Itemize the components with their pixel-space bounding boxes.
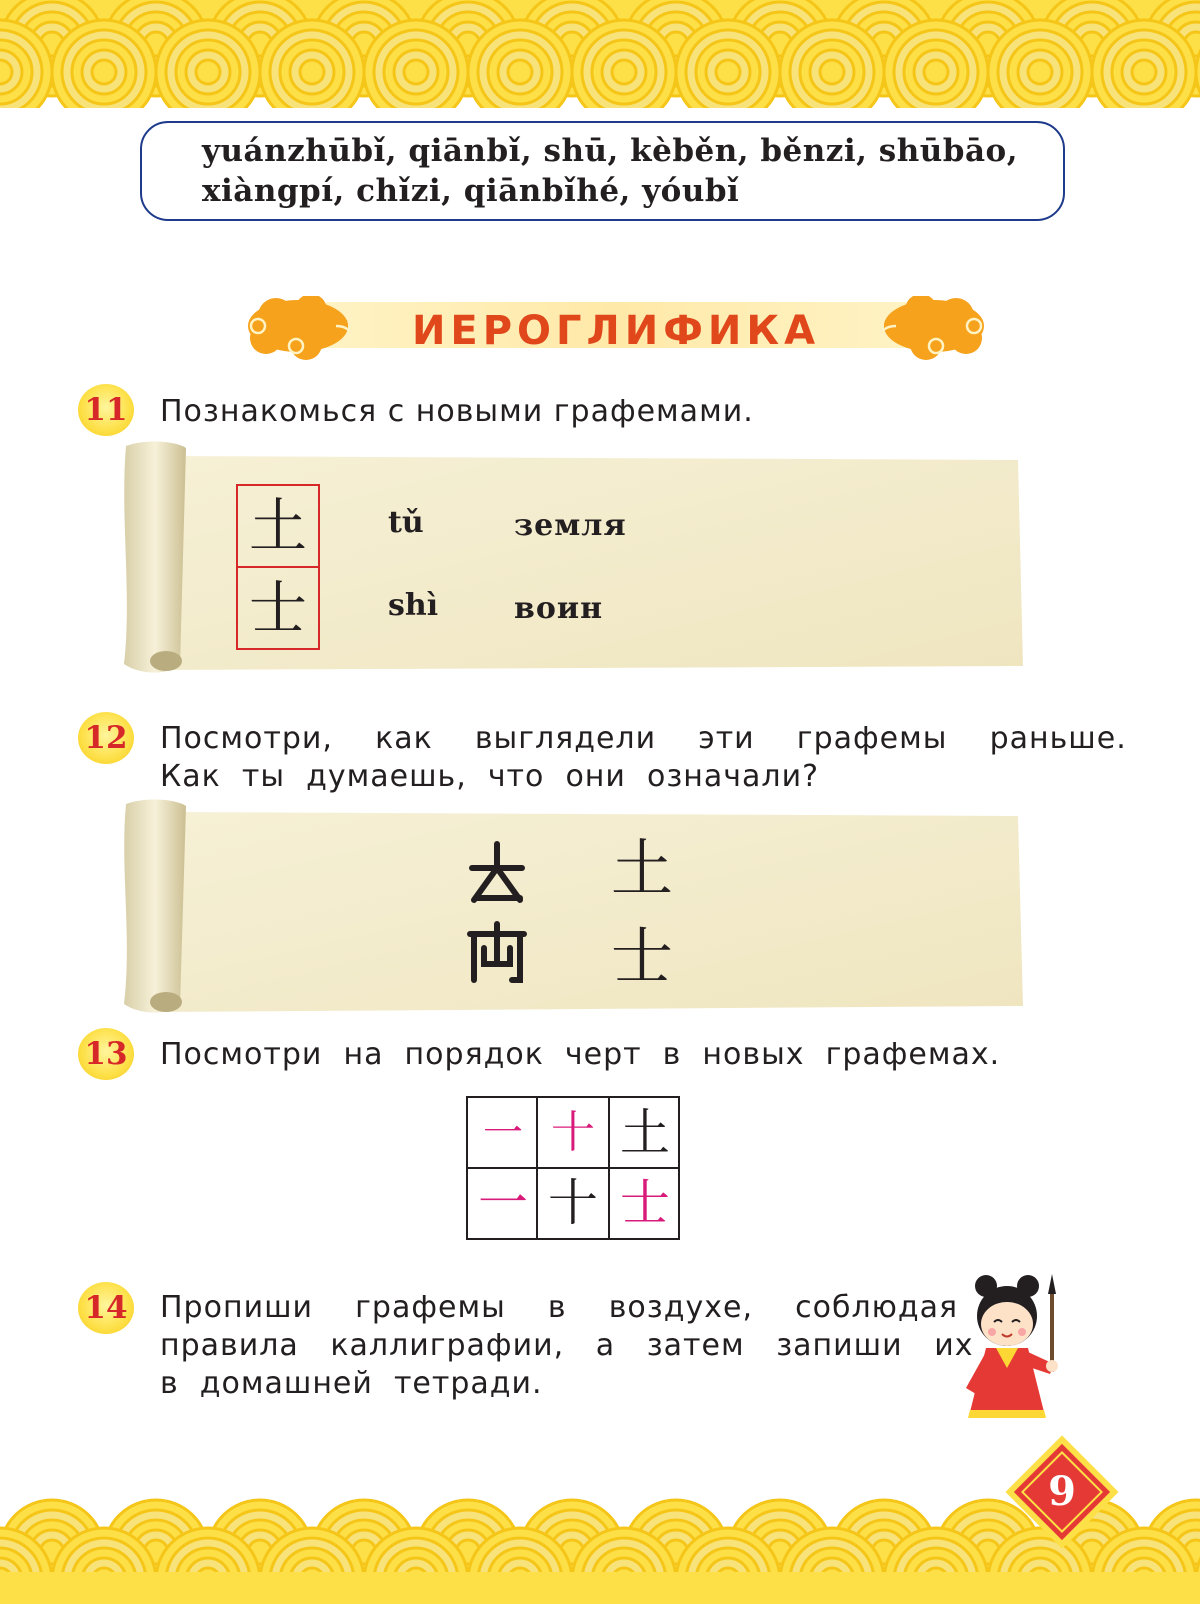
task-14-line-1: Пропиши графемы в воздухе, соблюдая [160, 1290, 959, 1325]
task-14-line-2: правила каллиграфии, а затем запиши их [160, 1328, 974, 1363]
pinyin-line-1: yuánzhūbǐ, qiānbǐ, shū, kèběn, běnzi, shūbāo, [202, 133, 1019, 169]
section-title: ИЕРОГЛИФИКА [411, 308, 821, 354]
pinyin-word-box [140, 121, 1065, 221]
pinyin-shi: shì [388, 588, 439, 623]
wave-scallop [0, 60, 12, 84]
wave-scallop [300, 60, 324, 84]
task-12-line-1: Посмотри, как выглядели эти графемы раньше. [160, 721, 1127, 756]
stroke-cell-1-2: 十 [551, 1107, 595, 1158]
parchment-scroll-icon [118, 798, 1028, 1020]
stroke-cell-2-2: 十 [548, 1174, 598, 1232]
task-number-11: 11 [78, 384, 134, 436]
task-number-14: 14 [78, 1282, 134, 1334]
child-with-brush-icon [966, 1272, 1074, 1424]
ancient-tu-glyph-icon [462, 840, 532, 990]
section-header [236, 296, 996, 366]
stroke-cell-2-3: 士 [620, 1174, 670, 1232]
wave-scallop [196, 60, 220, 84]
wave-scallop [612, 60, 636, 84]
meaning-shi: воин [514, 591, 604, 626]
task-13-text: Посмотри на порядок черт в новых графемах. [160, 1037, 1001, 1072]
task-11-text: Познакомься с новыми графемами. [160, 394, 754, 429]
page-number: 9 [1048, 1468, 1076, 1515]
stroke-cell-1-3: 土 [620, 1104, 670, 1162]
page-number-badge [1000, 1430, 1124, 1554]
wave-scallop [1028, 60, 1052, 84]
task-number-13: 13 [78, 1028, 134, 1080]
task-12-line-2: Как ты думаешь, что они означали? [160, 759, 819, 794]
grapheme-cell-shi: 士 [236, 566, 320, 650]
ancient-form-shi: 士 [610, 920, 673, 993]
wave-scallop [404, 60, 428, 84]
ancient-form-tu: 土 [610, 832, 673, 905]
wave-scallop [716, 60, 740, 84]
wave-scallop [924, 60, 948, 84]
scroll-panel-2 [118, 798, 1028, 1020]
wave-scallop [508, 60, 532, 84]
pinyin-line-2: xiàngpí, chǐzi, qiānbǐhé, yóubǐ [202, 173, 740, 209]
wave-scallop [92, 60, 116, 84]
task-14-line-3: в домашней тетради. [160, 1366, 543, 1401]
stroke-order-table [466, 1096, 680, 1240]
wave-scallop [1132, 60, 1156, 84]
stroke-cell-2-1: 一 [478, 1174, 528, 1232]
stroke-cell-1-1: 一 [483, 1110, 523, 1156]
top-wave-border [0, 0, 1200, 108]
meaning-tu: земля [514, 508, 627, 543]
pinyin-tu: tǔ [388, 505, 424, 540]
grapheme-cell-tu: 土 [236, 484, 320, 568]
wave-scallop [820, 60, 844, 84]
task-number-12: 12 [78, 712, 134, 764]
